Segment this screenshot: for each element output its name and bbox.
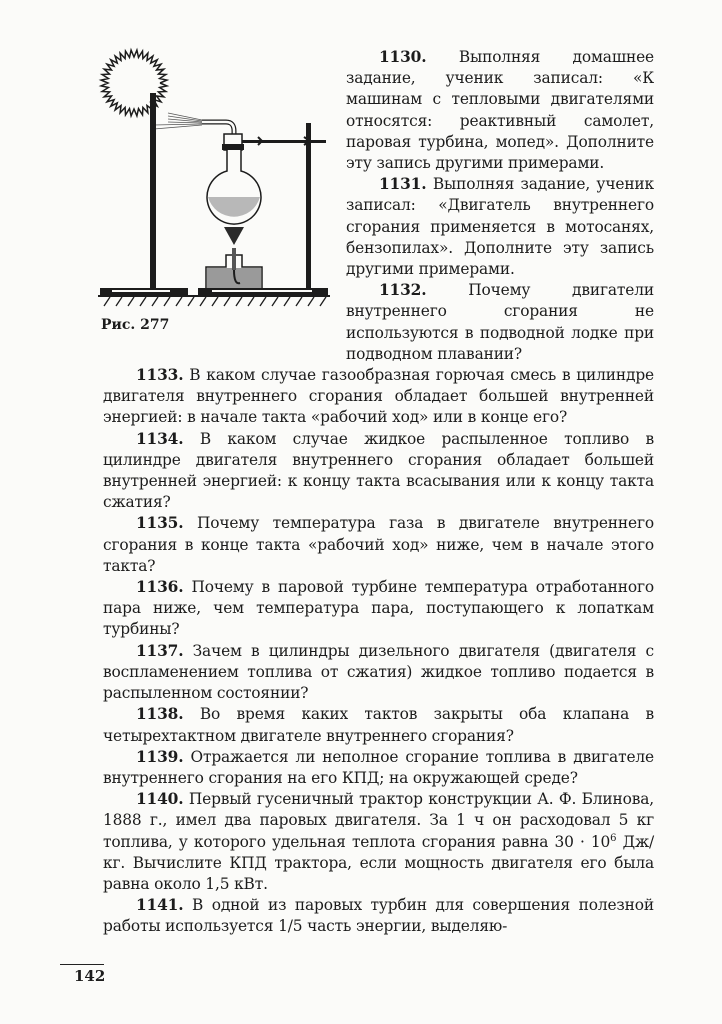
hatch-mark bbox=[152, 297, 158, 306]
hatch-mark bbox=[128, 297, 134, 306]
clamp bbox=[234, 137, 326, 145]
problem-text: Во время каких тактов закрыты оба клапана в четырехтактном двигателе внутреннего сгорания? bbox=[103, 705, 654, 745]
steam-jet bbox=[154, 113, 202, 129]
problems-beside-figure bbox=[346, 47, 654, 365]
ground-hatching bbox=[104, 297, 326, 306]
problem-1141 bbox=[103, 895, 654, 937]
hatch-mark bbox=[212, 297, 218, 306]
problem-text: Выполняя задание, ученик записал: «Двигатель внутреннего сгорания применяется в мотосанях, бензопилах». Дополните эту запись другими примерами. bbox=[346, 175, 655, 279]
problem-text: Почему в паровой турбине температура отработанного пара ниже, чем температура пара, поступающего к лопаткам турбины? bbox=[103, 578, 655, 639]
problem-text-part1: Первый гусеничный трактор конструкции А. Ф. Блинова, 1888 г., имел два паровых двигателя. За 1 ч он расходовал 5 кг топлива, у которого удельная теплота сгорания равна 30 · 10 bbox=[103, 790, 654, 851]
hatch-mark bbox=[308, 297, 314, 306]
problem-1135 bbox=[103, 513, 654, 577]
page-number: 142 bbox=[74, 966, 106, 985]
apparatus-illustration bbox=[98, 45, 330, 307]
problem-number: 1130. bbox=[379, 48, 427, 66]
figure-block bbox=[98, 45, 338, 334]
page-number-rule bbox=[60, 964, 104, 965]
problem-number: 1131. bbox=[379, 175, 427, 194]
problem-text: Выполняя домашнее задание, ученик записал: «К машинам с тепловыми двигателями относятся: реактивный самолет, паровая турбина, мопед». Дополните эту запись другими примерами. bbox=[346, 48, 654, 173]
hatch-mark bbox=[140, 297, 146, 306]
problem-text: В одной из паровых турбин для совершения полезной работы используется 1/5 часть энергии, выделяю- bbox=[103, 896, 654, 936]
left-stand-rod bbox=[150, 93, 156, 293]
figure-caption: Рис. 277 bbox=[101, 317, 170, 333]
problem-number: 1132. bbox=[379, 281, 427, 300]
hatch-mark bbox=[320, 297, 326, 306]
problem-text: Отражается ли неполное сгорание топлива в двигателе внутреннего сгорания на его КПД; на окружающей среде? bbox=[103, 747, 654, 787]
problem-number: 1137. bbox=[136, 641, 184, 660]
problem-1130 bbox=[346, 47, 654, 174]
flame bbox=[224, 227, 244, 245]
problem-1139 bbox=[103, 747, 654, 789]
problem-text-part2: Дж/кг. Вычислите КПД трактора, если мощность двигателя его была равна около 1,5 кВт. bbox=[103, 832, 654, 893]
ground-line bbox=[98, 295, 330, 297]
problem-1140 bbox=[103, 789, 654, 895]
problem-1134 bbox=[103, 429, 654, 514]
hatch-mark bbox=[188, 297, 194, 306]
problem-number: 1138. bbox=[136, 705, 184, 724]
problem-number: 1140. bbox=[136, 790, 184, 809]
flask bbox=[207, 150, 261, 224]
hatch-mark bbox=[236, 297, 242, 306]
problem-number: 1135. bbox=[136, 514, 184, 533]
top-section bbox=[98, 47, 654, 365]
problems-full-width bbox=[103, 365, 654, 937]
problem-1131 bbox=[346, 174, 654, 280]
hatch-mark bbox=[296, 297, 302, 306]
hatch-mark bbox=[272, 297, 278, 306]
problem-text: В каком случае газообразная горючая смесь в цилиндре двигателя внутреннего сгорания обладает большей внутренней энергией: в начале такта «рабочий ход» или в конце его? bbox=[103, 366, 654, 427]
hatch-mark bbox=[176, 297, 182, 306]
pinwheel bbox=[101, 50, 167, 116]
problem-1133 bbox=[103, 365, 654, 429]
problem-1138 bbox=[103, 704, 654, 746]
problem-text: Почему температура газа в двигателе внутреннего сгорания в конце такта «рабочий ход» ниже, чем в начале этого такта? bbox=[103, 514, 654, 575]
hatch-mark bbox=[164, 297, 170, 306]
problem-1136 bbox=[103, 577, 654, 641]
problem-text: В каком случае жидкое распыленное топливо в цилиндре двигателя внутреннего сгорания обладает большей внутренней энергией: к концу такта всасывания или к концу такта сжатия? bbox=[103, 429, 654, 512]
problem-number: 1133. bbox=[136, 366, 184, 385]
hatch-mark bbox=[104, 297, 110, 306]
problem-number: 1134. bbox=[136, 429, 184, 448]
hatch-mark bbox=[260, 297, 266, 306]
problem-1132 bbox=[346, 280, 654, 365]
problem-1137 bbox=[103, 641, 654, 705]
right-stand-rod bbox=[306, 123, 311, 293]
hatch-mark bbox=[248, 297, 254, 306]
problem-text: Зачем в цилиндры дизельного двигателя (двигателя с воспламенением топлива от сжатия) жидкое топливо подается в распыленном состоянии? bbox=[103, 641, 654, 703]
apparatus-figure bbox=[98, 45, 330, 307]
spirit-lamp bbox=[206, 248, 262, 290]
page-footer bbox=[60, 964, 180, 1004]
problem-text: Почему двигатели внутреннего сгорания не используются в подводной лодке при подводном плавании? bbox=[346, 281, 654, 363]
problem-number: 1136. bbox=[136, 578, 184, 597]
problem-number: 1139. bbox=[136, 747, 184, 766]
hatch-mark bbox=[116, 297, 122, 306]
hatch-mark bbox=[224, 297, 230, 306]
problem-number: 1141. bbox=[136, 896, 184, 915]
hatch-mark bbox=[284, 297, 290, 306]
hatch-mark bbox=[200, 297, 206, 306]
exponent: 6 bbox=[610, 832, 617, 844]
